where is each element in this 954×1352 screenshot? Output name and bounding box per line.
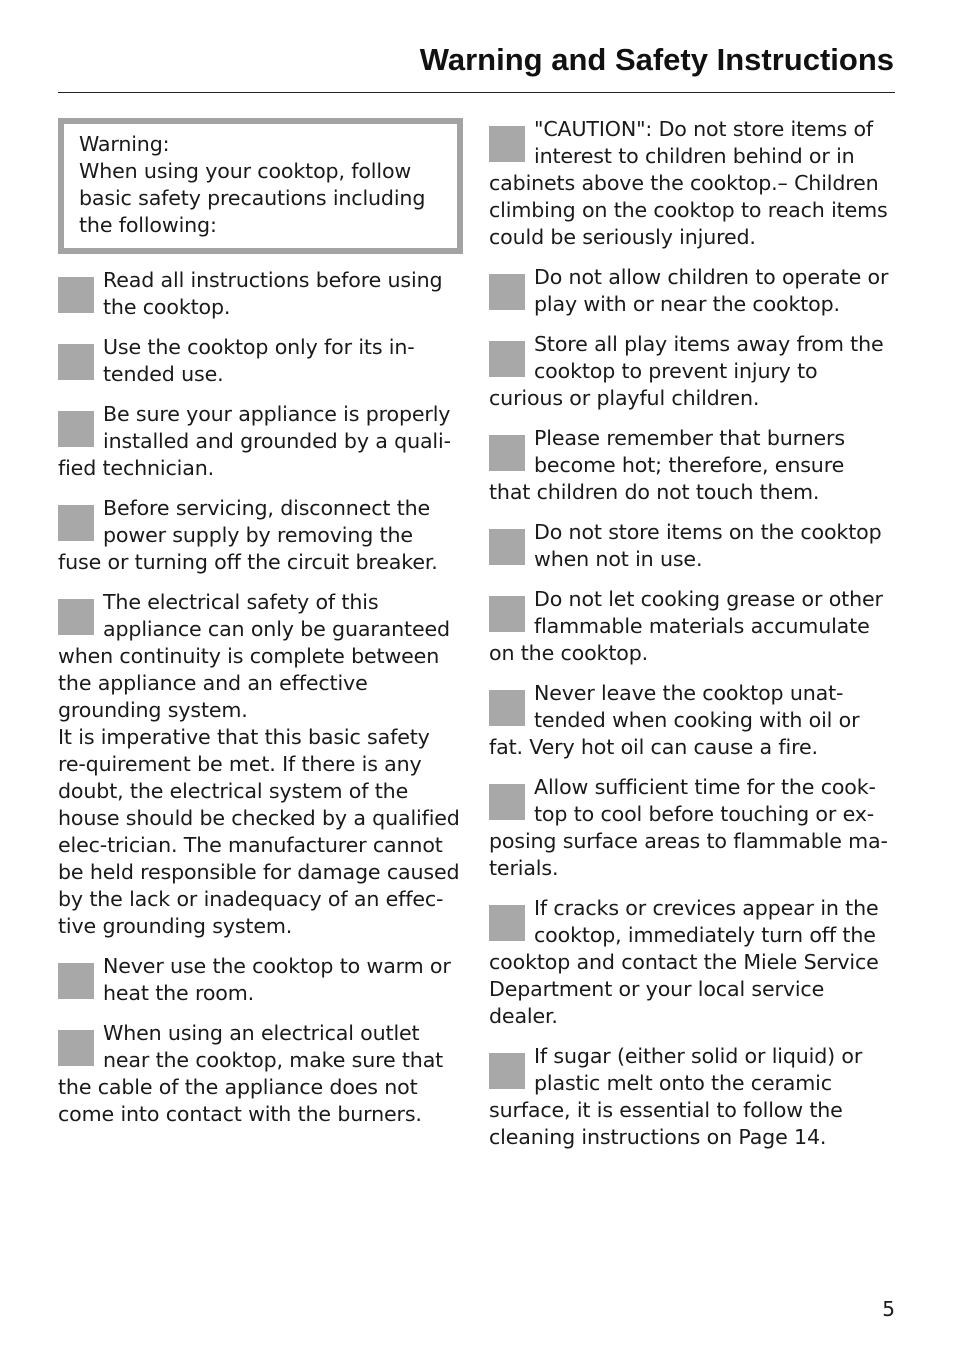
- bullet-square-icon: [489, 126, 525, 162]
- safety-item-text: Do not store items on the cooktop when not in use.: [534, 520, 882, 571]
- bullet-square-icon: [489, 435, 525, 471]
- safety-item: [489, 586, 889, 667]
- safety-item: [58, 495, 462, 576]
- safety-item-text: Do not let cooking grease or other flammable materials accumulate on the cooktop.: [489, 587, 883, 665]
- safety-item-continuation: It is imperative that this basic safety re-quirement be met. If there is any doubt, the electrical system of the house should be checked by a qualified elec-trician. The manufacturer cannot be held responsible for damage caused by the lack or inadequacy of an effec-tive grounding system.: [58, 725, 460, 938]
- safety-item: [489, 116, 889, 251]
- bullet-square-icon: [58, 344, 94, 380]
- safety-item-text: Do not allow children to operate or play with or near the cooktop.: [534, 265, 889, 316]
- safety-item: [58, 589, 462, 940]
- safety-item: [489, 519, 889, 573]
- bullet-square-icon: [489, 529, 525, 565]
- safety-item-text: When using an electrical outlet near the cooktop, make sure that the cable of the appliance does not come into contact with the burners.: [58, 1021, 444, 1126]
- warning-text: When using your cooktop, follow basic safety precautions including the following:: [79, 159, 426, 237]
- bullet-square-icon: [58, 963, 94, 999]
- safety-item: [58, 401, 462, 482]
- safety-item-text: Be sure your appliance is properly installed and grounded by a quali-fied technician.: [58, 402, 451, 480]
- page-title: Warning and Safety Instructions: [419, 42, 894, 77]
- safety-item-text: "CAUTION": Do not store items of interest to children behind or in cabinets above the cooktop.– Children climbing on the cooktop to reach items could be seriously injured.: [489, 117, 888, 249]
- safety-item: [489, 680, 889, 761]
- safety-item: [58, 334, 462, 388]
- bullet-square-icon: [489, 274, 525, 310]
- safety-item: [489, 264, 889, 318]
- safety-item-text: The electrical safety of this appliance can only be guaranteed when continuity is complete between the appliance and an effective grounding system.: [58, 590, 450, 722]
- bullet-square-icon: [58, 599, 94, 635]
- left-column: [58, 118, 462, 1141]
- bullet-square-icon: [58, 505, 94, 541]
- bullet-square-icon: [58, 1030, 94, 1066]
- right-column: [489, 116, 889, 1164]
- safety-item-text: Before servicing, disconnect the power supply by removing the fuse or turning off the circuit breaker.: [58, 496, 438, 574]
- safety-item-text: Never leave the cooktop unat-tended when cooking with oil or fat. Very hot oil can cause a fire.: [489, 681, 860, 759]
- warning-label: Warning:: [79, 132, 170, 156]
- warning-box: [58, 118, 463, 254]
- safety-item: [489, 1043, 889, 1151]
- bullet-square-icon: [489, 341, 525, 377]
- safety-item-text: Read all instructions before using the cooktop.: [103, 268, 443, 319]
- safety-item-text: Use the cooktop only for its in-tended use.: [103, 335, 415, 386]
- bullet-square-icon: [489, 690, 525, 726]
- safety-item: [58, 267, 462, 321]
- bullet-square-icon: [58, 277, 94, 313]
- bullet-square-icon: [58, 411, 94, 447]
- safety-item: [489, 774, 889, 882]
- safety-item-text: If sugar (either solid or liquid) or plastic melt onto the ceramic surface, it is essential to follow the cleaning instructions on Page 14.: [489, 1044, 863, 1149]
- bullet-square-icon: [489, 784, 525, 820]
- bullet-square-icon: [489, 596, 525, 632]
- header-rule: [58, 92, 895, 93]
- safety-item: [489, 895, 889, 1030]
- safety-item-text: Allow sufficient time for the cook-top to cool before touching or ex-posing surface areas to flammable ma-terials.: [489, 775, 888, 880]
- safety-item-text: If cracks or crevices appear in the cooktop, immediately turn off the cooktop and contact the Miele Service Department or your local service dealer.: [489, 896, 879, 1028]
- safety-item-text: Store all play items away from the cooktop to prevent injury to curious or playful children.: [489, 332, 884, 410]
- page-number: 5: [882, 1297, 895, 1321]
- safety-item: [489, 331, 889, 412]
- safety-item: [489, 425, 889, 506]
- safety-item-text: Never use the cooktop to warm or heat the room.: [103, 954, 451, 1005]
- safety-item: [58, 953, 462, 1007]
- safety-item: [58, 1020, 462, 1128]
- safety-item-text: Please remember that burners become hot; therefore, ensure that children do not touch them.: [489, 426, 845, 504]
- bullet-square-icon: [489, 1053, 525, 1089]
- bullet-square-icon: [489, 905, 525, 941]
